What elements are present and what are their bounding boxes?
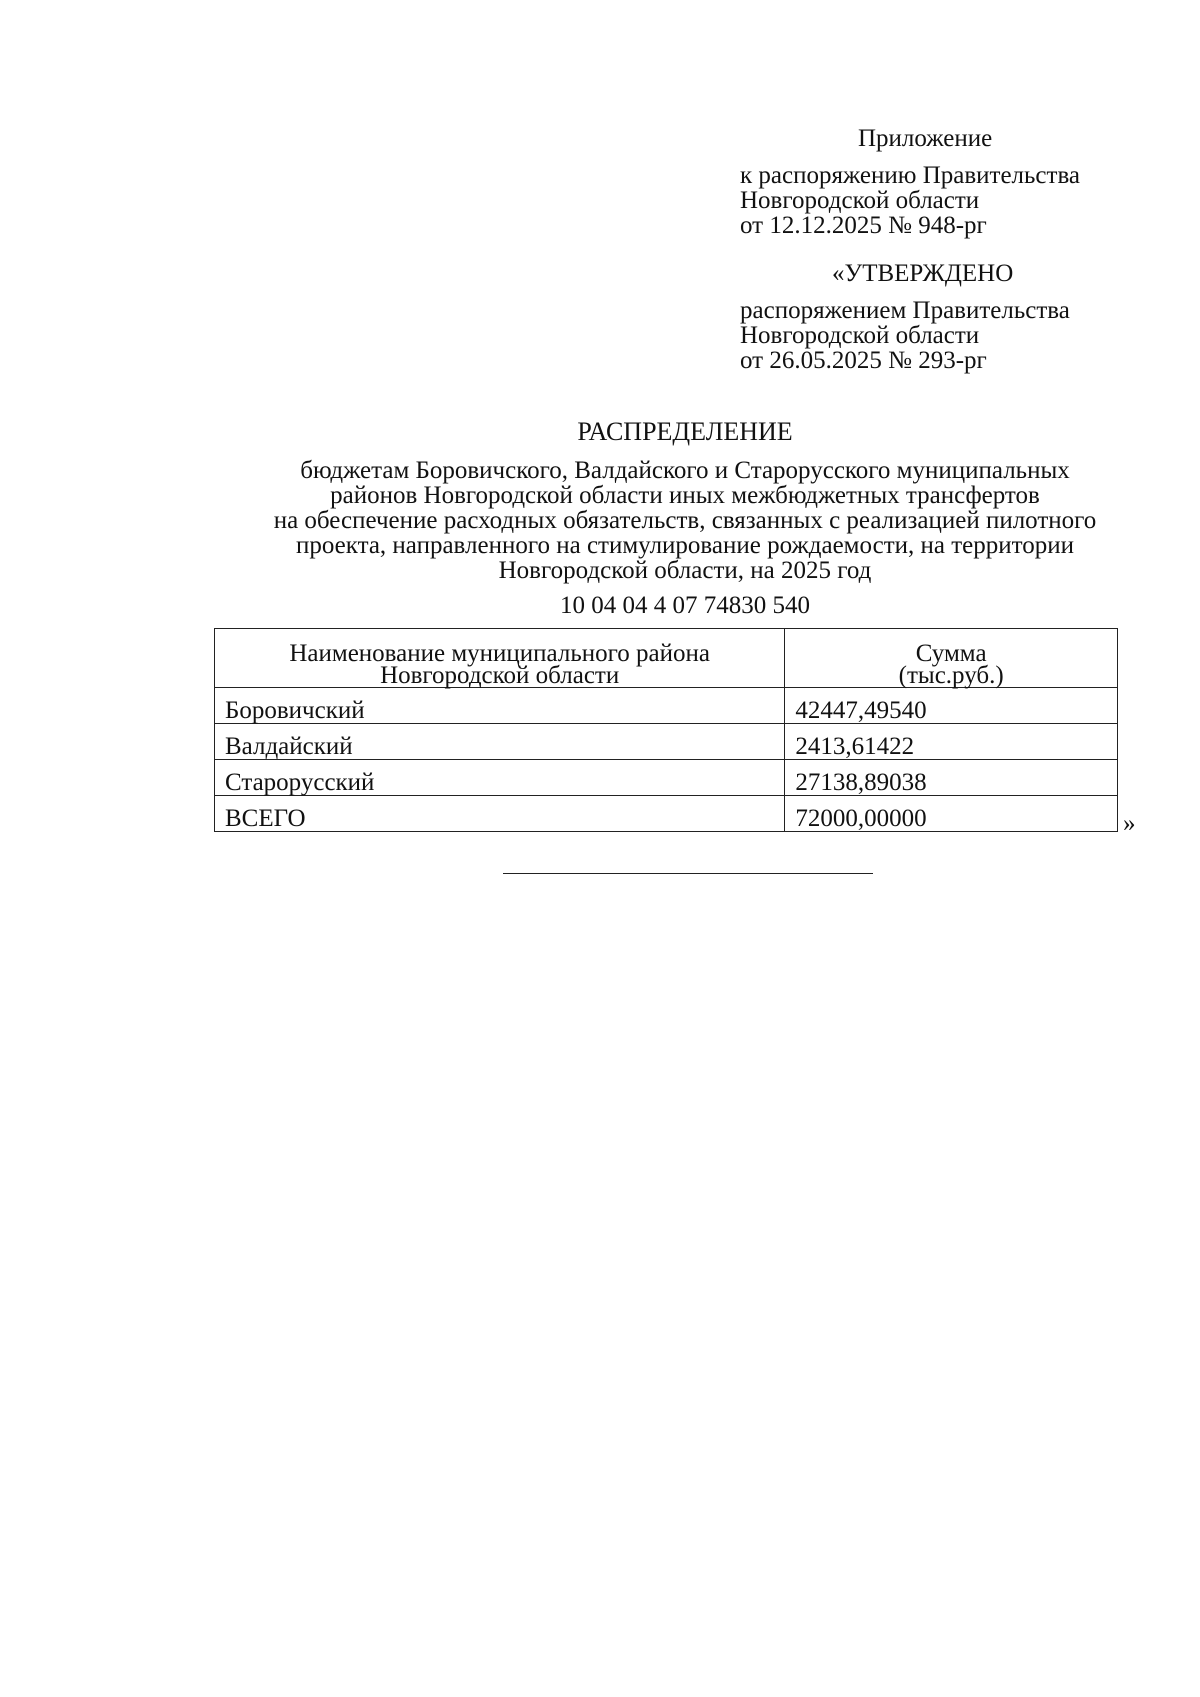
total-label: ВСЕГО	[215, 796, 785, 832]
title-line-1: бюджетам Боровичского, Валдайского и Старорусского муниципальных	[300, 457, 1070, 484]
district-amount: 42447,49540	[785, 688, 1118, 724]
table-row-total	[215, 796, 1118, 832]
approved-line-3: от 26.05.2025 № 293-рг	[740, 347, 987, 374]
appendix-line-1: к распоряжению Правительства	[740, 162, 1081, 189]
closing-quote: »	[1123, 810, 1136, 837]
approved-line-2: Новгородской области	[740, 322, 980, 349]
table-row	[215, 724, 1118, 760]
column-header-amount-line-1: Сумма	[915, 640, 987, 667]
column-header-amount-line-2: (тыс.руб.)	[898, 662, 1004, 689]
title-line-4: проекта, направленного на стимулирование рождаемости, на территории	[296, 532, 1074, 559]
table-row	[215, 760, 1118, 796]
title-line-2: районов Новгородской области иных межбюджетных трансфертов	[330, 482, 1040, 509]
table-row	[215, 688, 1118, 724]
column-header-district	[215, 629, 785, 688]
appendix-line-3: от 12.12.2025 № 948-рг	[740, 212, 987, 239]
distribution-table	[214, 628, 1118, 832]
table-header-row	[215, 629, 1118, 688]
column-header-district-line-1: Наименование муниципального района	[289, 640, 710, 667]
budget-code: 10 04 04 4 07 74830 540	[560, 592, 810, 619]
district-name: Боровичский	[215, 688, 785, 724]
district-name: Валдайский	[215, 724, 785, 760]
approved-line-1: распоряжением Правительства	[740, 297, 1070, 324]
appendix-label: Приложение	[858, 125, 993, 152]
district-amount: 2413,61422	[785, 724, 1118, 760]
district-name: Старорусский	[215, 760, 785, 796]
title-line-3: на обеспечение расходных обязательств, связанных с реализацией пилотного	[273, 507, 1097, 534]
document-heading: РАСПРЕДЕЛЕНИЕ	[577, 417, 793, 446]
title-line-5: Новгородской области, на 2025 год	[498, 557, 872, 584]
approved-label: «УТВЕРЖДЕНО	[832, 260, 1014, 287]
total-amount: 72000,00000	[785, 796, 1118, 832]
end-rule-divider	[503, 873, 873, 874]
district-amount: 27138,89038	[785, 760, 1118, 796]
column-header-district-line-2: Новгородской области	[380, 662, 620, 689]
appendix-line-2: Новгородской области	[740, 187, 980, 214]
column-header-amount	[785, 629, 1118, 688]
